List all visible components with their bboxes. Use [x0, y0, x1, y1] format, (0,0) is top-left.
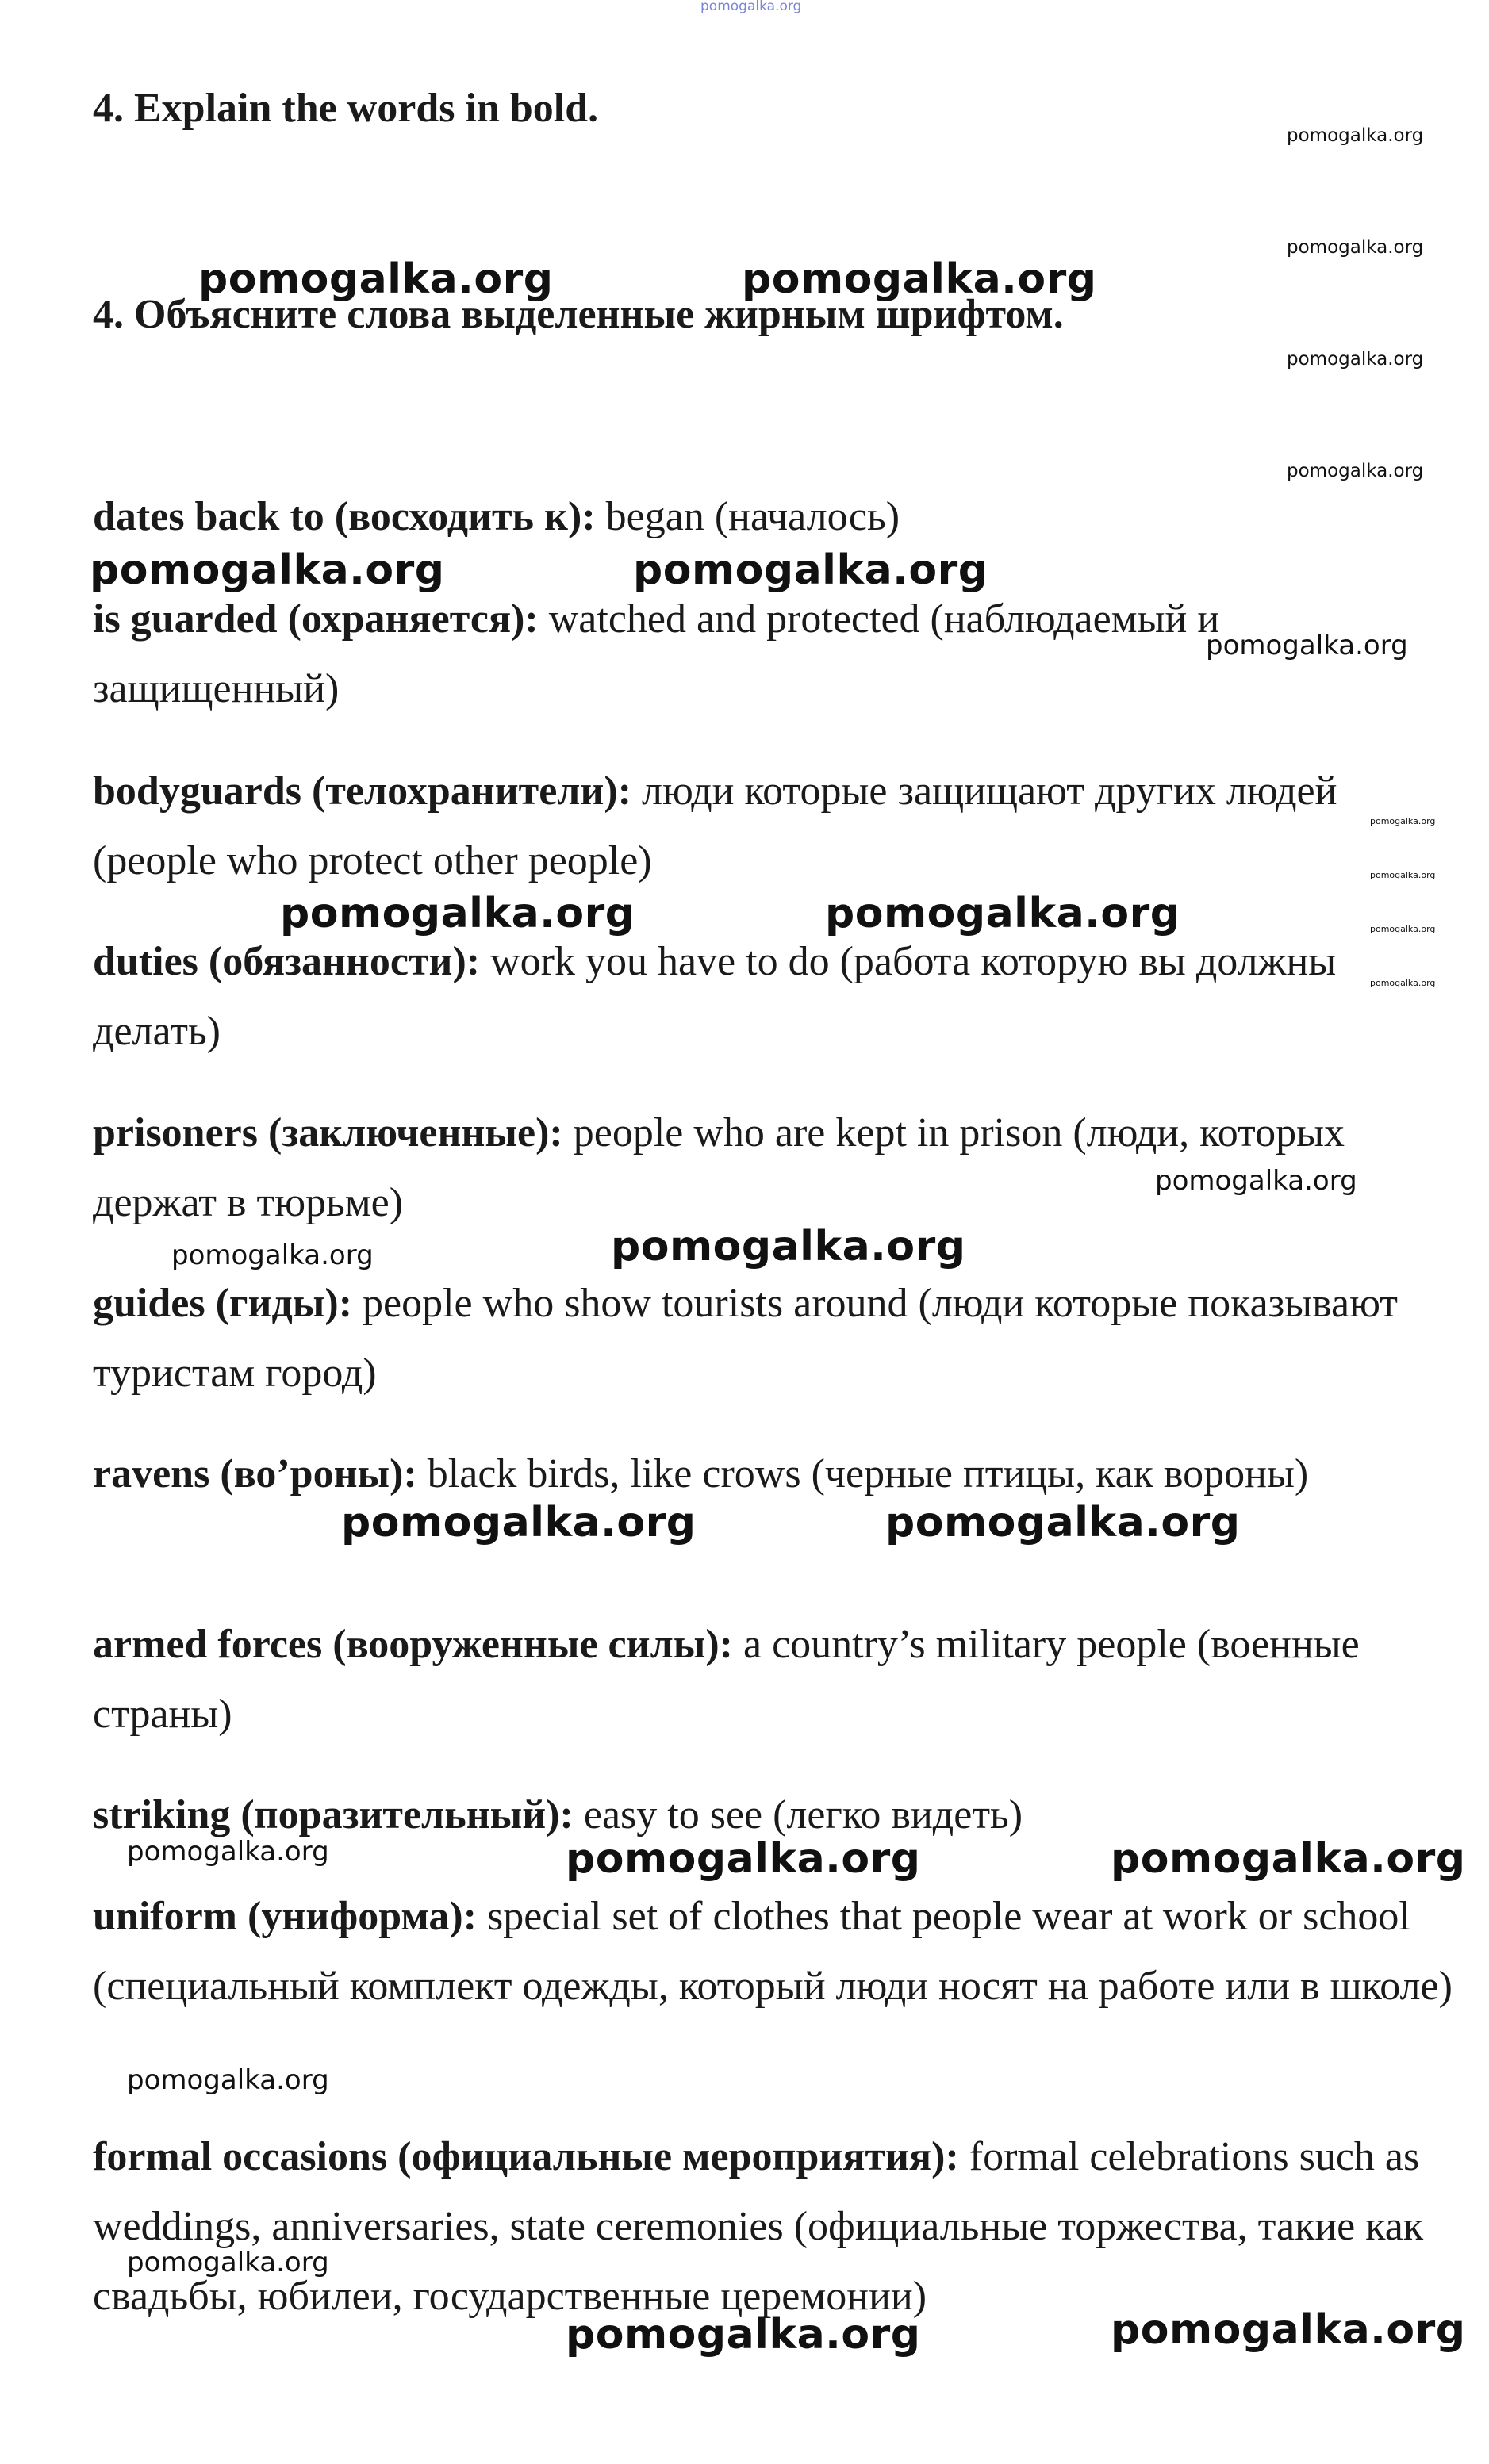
- watermark: pomogalka.org: [1287, 125, 1424, 146]
- watermark: pomogalka.org: [1155, 1165, 1357, 1197]
- watermark: pomogalka.org: [341, 1499, 697, 1546]
- exercise-heading-en: 4. Explain the words in bold.: [93, 86, 599, 131]
- watermark: pomogalka.org: [1111, 2306, 1466, 2354]
- vocab-term: armed forces (вооруженные силы):: [93, 1622, 733, 1667]
- vocab-entry: [93, 1882, 1457, 2021]
- watermark: pomogalka.org: [90, 546, 445, 594]
- vocab-entry: [93, 482, 1457, 552]
- vocab-entry: [93, 757, 1457, 896]
- watermark: pomogalka.org: [1370, 816, 1436, 826]
- watermark: pomogalka.org: [280, 890, 635, 937]
- vocab-definition: special set of clothes that people wear at work or school (специальный комплект одежды, который люди носят на работе или в школе): [93, 1894, 1453, 2009]
- watermark: pomogalka.org: [700, 0, 802, 14]
- vocab-entry: [93, 1610, 1457, 1749]
- watermark: pomogalka.org: [825, 890, 1180, 937]
- watermark: pomogalka.org: [885, 1499, 1241, 1546]
- vocab-entry: [93, 1269, 1457, 1408]
- vocab-entry: [93, 2122, 1457, 2332]
- watermark: pomogalka.org: [1206, 630, 1408, 661]
- vocab-term: guides (гиды):: [93, 1281, 353, 1326]
- vocab-term: duties (обязанности):: [93, 939, 481, 984]
- vocab-entry: [93, 1439, 1457, 1509]
- watermark: pomogalka.org: [198, 255, 554, 303]
- watermark: pomogalka.org: [127, 2064, 329, 2096]
- watermark: pomogalka.org: [611, 1223, 966, 1270]
- vocab-definition: people who are kept in prison (люди, которых держат в тюрьме): [93, 1110, 1345, 1225]
- watermark: pomogalka.org: [1287, 349, 1424, 370]
- watermark: pomogalka.org: [1111, 1835, 1466, 1883]
- exercise-heading-ru: 4. Объясните слова выделенные жирным шрифтом.: [93, 292, 1064, 337]
- watermark: pomogalka.org: [1287, 461, 1424, 481]
- watermark: pomogalka.org: [566, 1835, 921, 1883]
- vocab-term: prisoners (заключенные):: [93, 1110, 563, 1155]
- vocab-definition: began (началось): [595, 494, 900, 539]
- watermark: pomogalka.org: [1287, 237, 1424, 258]
- vocab-term: uniform (униформа):: [93, 1894, 478, 1939]
- vocab-term: bodyguards (телохранители):: [93, 768, 632, 814]
- vocab-term: is guarded (охраняется):: [93, 596, 539, 642]
- vocab-definition: people who show tourists around (люди которые показывают туристам город): [93, 1281, 1398, 1396]
- vocab-term: striking (поразительный):: [93, 1792, 574, 1837]
- watermark: pomogalka.org: [1370, 870, 1436, 880]
- watermark: pomogalka.org: [171, 1240, 374, 1271]
- vocab-definition: black birds, like crows (черные птицы, как вороны): [416, 1451, 1309, 1496]
- vocab-definition: easy to see (легко видеть): [573, 1792, 1023, 1837]
- watermark: pomogalka.org: [1370, 978, 1436, 988]
- vocab-definition: a country’s military people (военные страны): [93, 1622, 1360, 1737]
- watermark: pomogalka.org: [566, 2311, 921, 2359]
- vocab-definition: work you have to do (работа которую вы должны делать): [93, 939, 1337, 1054]
- vocab-definition: люди которые защищают других людей (people who protect other people): [93, 768, 1337, 883]
- vocab-entry: [93, 924, 1457, 1067]
- vocab-term: dates back to (восходить к):: [93, 494, 596, 539]
- vocab-term: ravens (во’роны):: [93, 1451, 417, 1496]
- vocab-term: formal occasions (официальные мероприятия):: [93, 2134, 959, 2179]
- vocab-definition: formal celebrations such as weddings, anniversaries, state ceremonies (официальные торжества, такие как свадьбы, юбилеи, государственные церемонии): [93, 2134, 1424, 2319]
- watermark: pomogalka.org: [1370, 924, 1436, 934]
- vocab-definition: watched and protected (наблюдаемый и защищенный): [93, 596, 1220, 711]
- watermark: pomogalka.org: [633, 546, 988, 594]
- watermark: pomogalka.org: [127, 1836, 329, 1868]
- watermark: pomogalka.org: [127, 2247, 329, 2278]
- watermark: pomogalka.org: [742, 255, 1097, 303]
